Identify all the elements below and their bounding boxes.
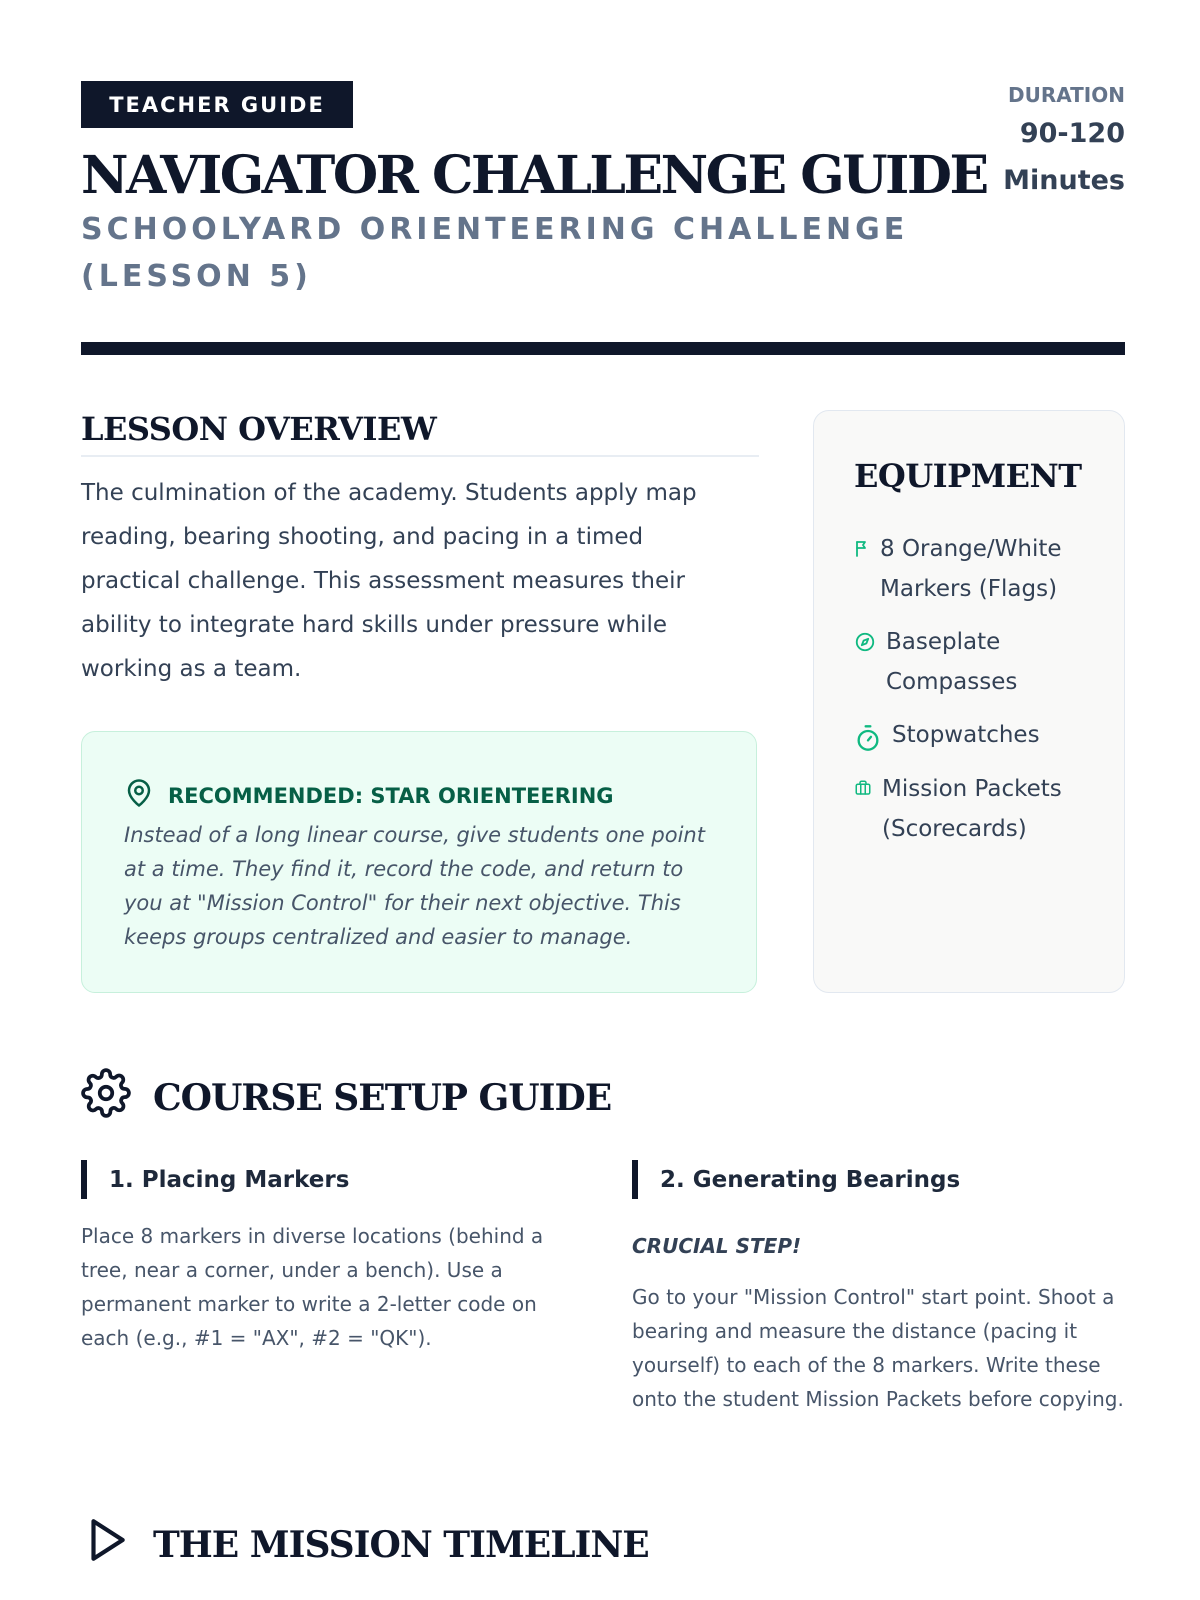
stopwatch-icon <box>854 724 882 756</box>
crucial-step-label: CRUCIAL STEP! <box>632 1234 802 1258</box>
timeline-heading <box>81 1515 649 1574</box>
duration-label: DURATION <box>1008 83 1125 107</box>
step-2-heading <box>632 1160 960 1199</box>
recommendation-text: Instead of a long linear course, give students one point at a time. They find it, record the code, and return to you at "Mission Control" for their next objective. This keeps groups centralized and easier to manage. <box>124 823 705 949</box>
gear-icon <box>81 1068 131 1127</box>
recommendation-header <box>124 778 614 813</box>
header-divider <box>81 342 1125 355</box>
packet-icon <box>854 778 872 802</box>
equipment-item <box>854 769 1110 849</box>
map-pin-icon <box>124 778 154 813</box>
step-2-title: 2. Generating Bearings <box>660 1166 961 1193</box>
overview-heading: LESSON OVERVIEW <box>81 410 437 448</box>
equipment-list <box>854 529 1110 862</box>
recommendation-title: RECOMMENDED: STAR ORIENTEERING <box>168 783 614 808</box>
timeline-title: THE MISSION TIMELINE <box>153 1523 649 1566</box>
step-accent-bar <box>632 1160 638 1199</box>
flag-icon <box>854 538 870 564</box>
step-2-text: Go to your "Mission Control" start point. Shoot a bearing and measure the distance (pacing it yourself) to each of the 8 markers. Write these onto the student Mission Packets before copying. <box>632 1285 1124 1411</box>
equipment-item-label: Mission Packets (Scorecards) <box>882 776 1062 842</box>
equipment-item <box>854 529 1110 609</box>
overview-text: The culmination of the academy. Students apply map reading, bearing shooting, and pacing in a timed practical challenge. This assessment measures their ability to integrate hard skills under pressure while working as a team. <box>81 480 697 682</box>
duration-value: 90-120 Minutes <box>1003 118 1125 196</box>
step-1-title: 1. Placing Markers <box>109 1166 350 1193</box>
equipment-heading: EQUIPMENT <box>854 457 1082 495</box>
duration-block <box>985 80 1125 204</box>
equipment-item-label: Stopwatches <box>892 722 1040 748</box>
recommendation-callout <box>81 731 757 993</box>
page-title: NAVIGATOR CHALLENGE GUIDE <box>81 145 987 206</box>
page-subtitle: SCHOOLYARD ORIENTEERING CHALLENGE (LESSON 5) <box>81 212 909 294</box>
equipment-item-label: 8 Orange/White Markers (Flags) <box>880 536 1062 602</box>
equipment-card <box>813 410 1125 993</box>
teacher-guide-badge: TEACHER GUIDE <box>81 81 353 128</box>
setup-heading <box>81 1068 611 1127</box>
play-icon <box>81 1515 131 1574</box>
equipment-item <box>854 622 1110 702</box>
step-1-heading <box>81 1160 349 1199</box>
step-accent-bar <box>81 1160 87 1199</box>
equipment-item <box>854 715 1110 756</box>
step-1-text: Place 8 markers in diverse locations (behind a tree, near a corner, under a bench). Use a permanent marker to write a 2-letter code on each (e.g., #1 = "AX", #2 = "QK"). <box>81 1224 544 1350</box>
overview-underline <box>81 455 759 457</box>
compass-icon <box>854 631 876 657</box>
equipment-item-label: Baseplate Compasses <box>886 629 1018 695</box>
setup-title: COURSE SETUP GUIDE <box>153 1076 612 1119</box>
